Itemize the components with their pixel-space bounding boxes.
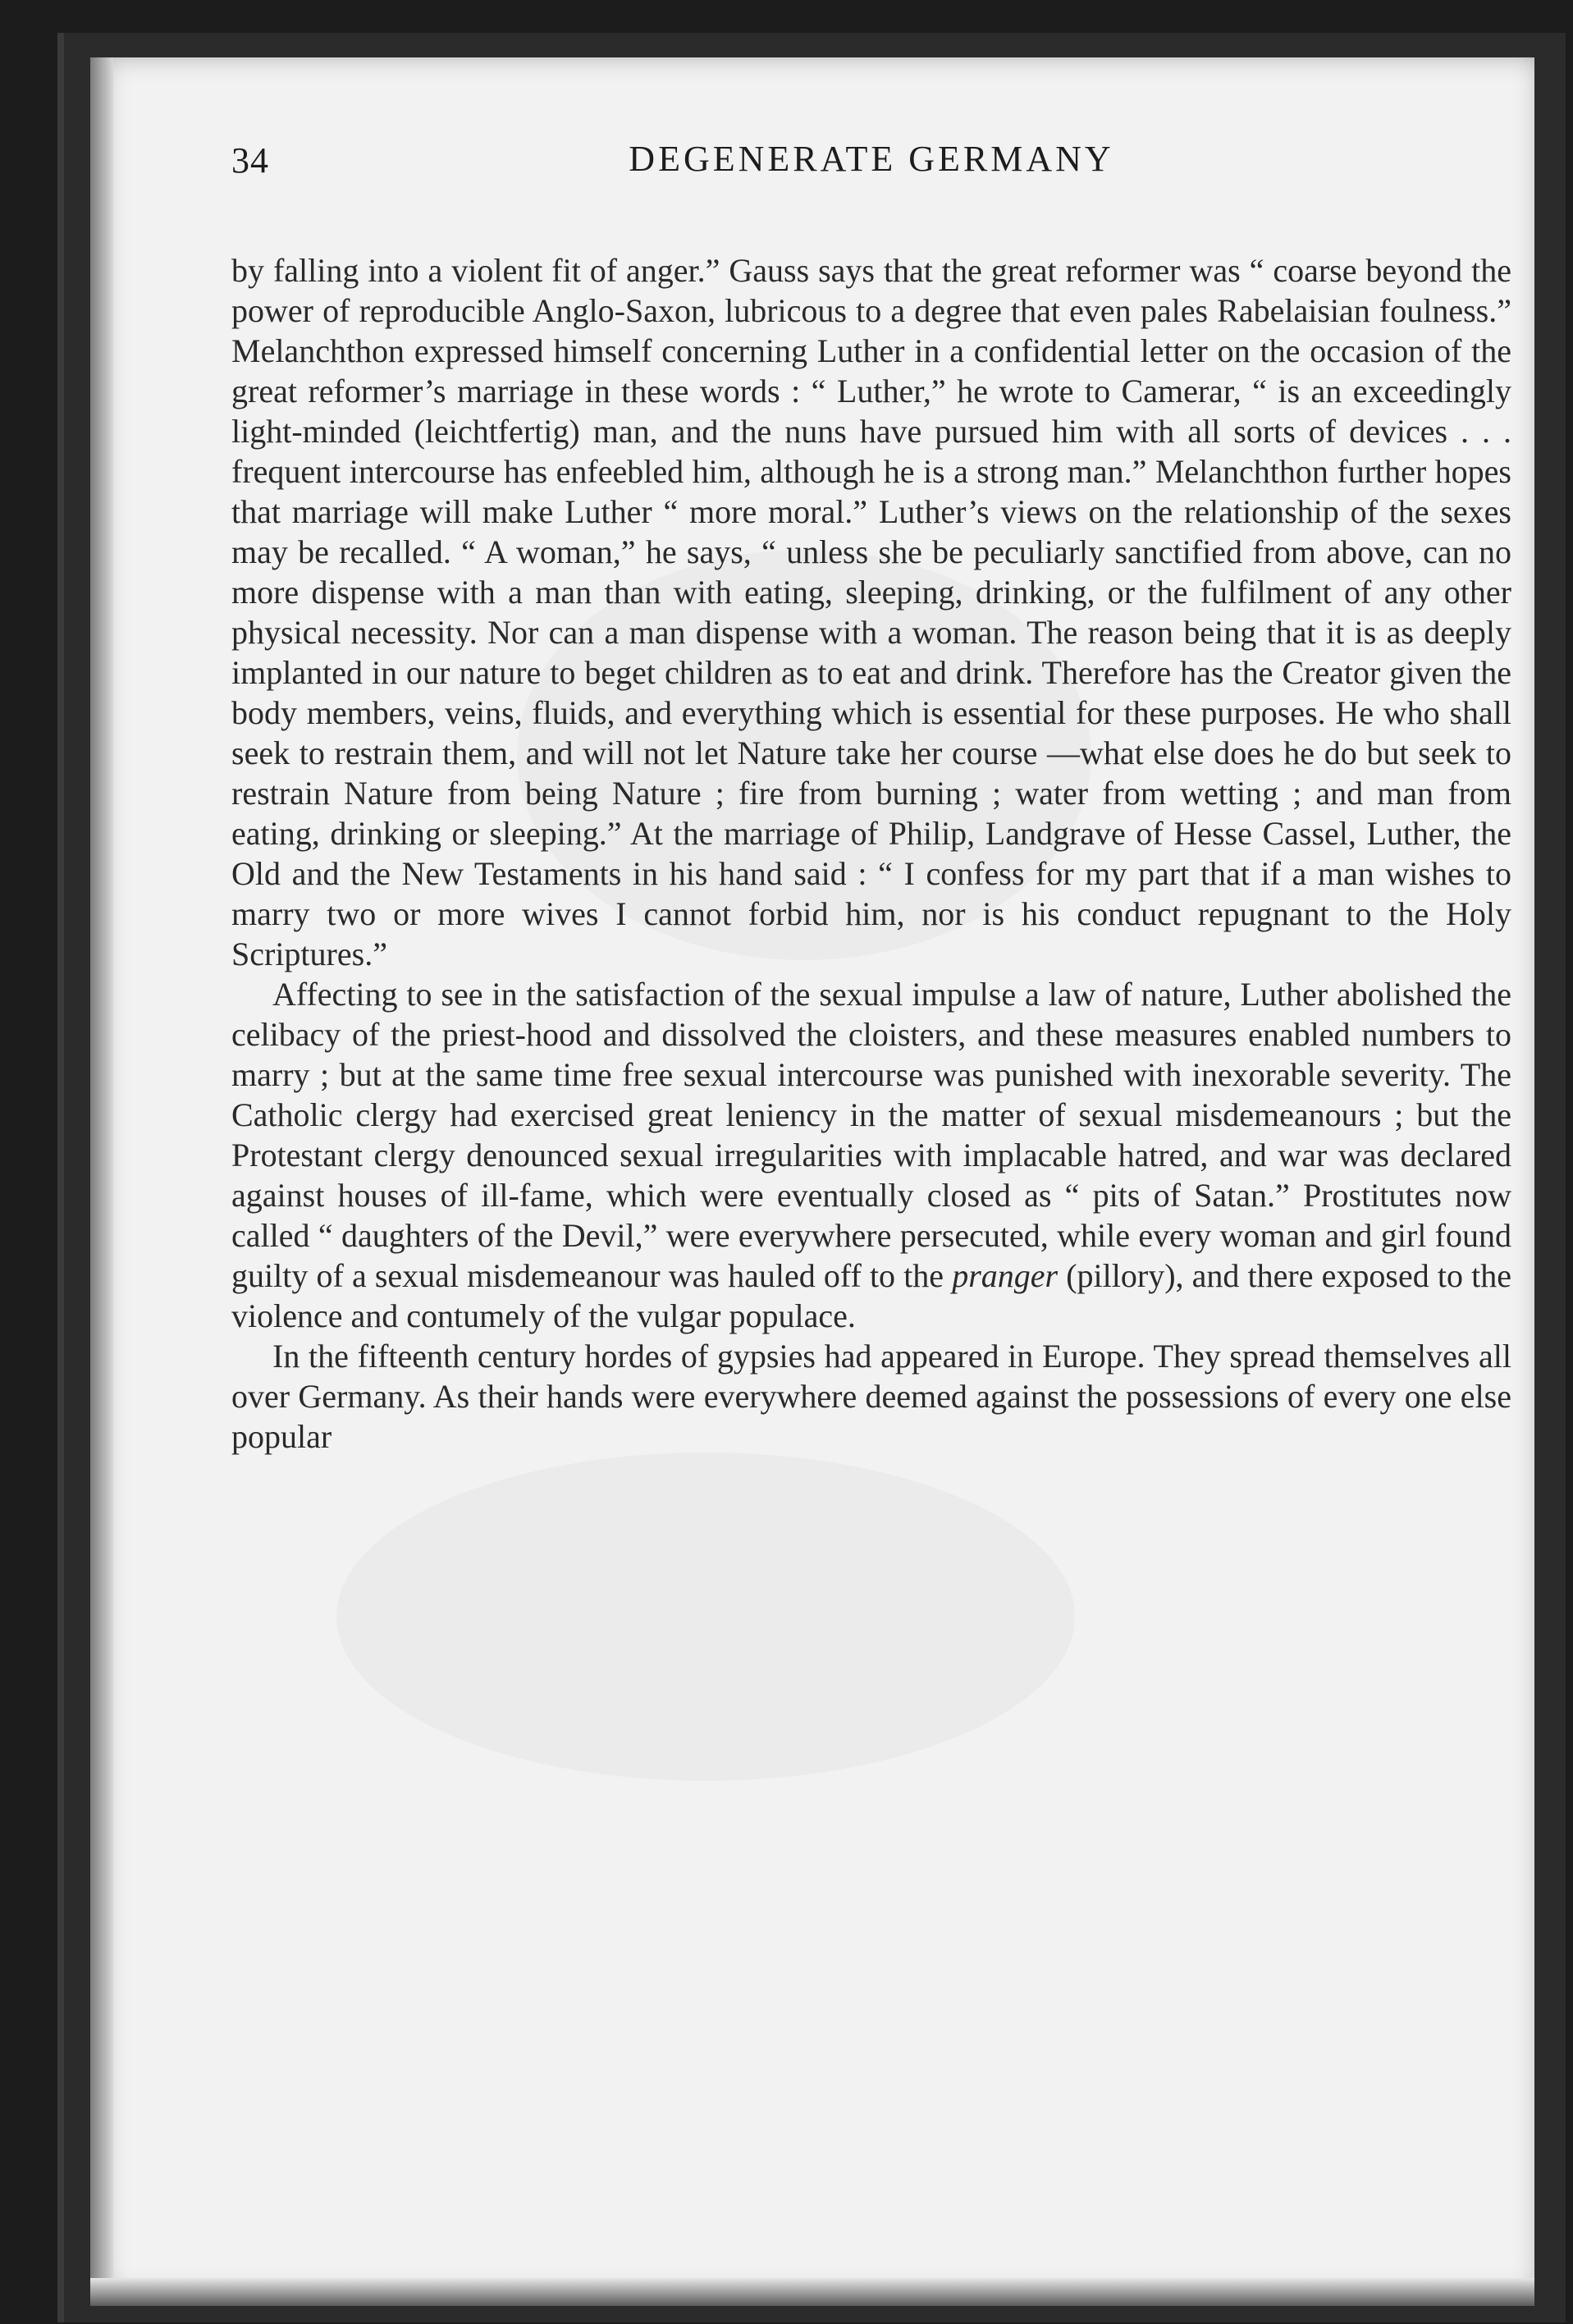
paragraph-text: Affecting to see in the satisfaction of the sexual impulse a law of nature, Luther abolished the celibacy of the priest-hood and dissolved the cloisters, and these measures enabled numbers to marry ; but at the same time free sexual intercourse was punished with inexorable severity. The Catholic clergy had exercised great leniency in the matter of sexual misdemeanours ; but the Protestant clergy denounced sexual irregularities with implacable hatred, and war was declared against houses of ill-fame, which were eventually closed as “ pits of Satan.” Prostitutes now called “ daughters of the Devil,” were everywhere persecuted, while every woman and girl found guilty of a sexual misdemeanour was hauled off to the <box>231 976 1511 1294</box>
page-header <box>231 123 1511 213</box>
body-text <box>231 250 1511 1457</box>
paragraph-text: by falling into a violent fit of anger.” Gauss says that the great reformer was “ coarse beyond the power of reproducible Anglo-Saxon, lubricous to a degree that even pales Rabelaisian foulness.” Melanchthon expressed himself concerning Luther in a confidential letter on the occasion of the great reformer’s marriage in these words : “ Luther,” he wrote to Camerar, “ is an exceedingly light-minded (leichtfertig) man, and the nuns have pursued him with all sorts of devices . . . frequent intercourse has enfeebled him, although he is a strong man.” Melanchthon further hopes that marriage will make Luther “ more moral.” Luther’s views on the relationship of the sexes may be recalled. “ A woman,” he says, “ unless she be peculiarly sanctified from above, can no more dispense with a man than with eating, sleeping, drinking, or the fulfilment of any other physical necessity. Nor can a man dispense with a woman. The reason being that it is as deeply implanted in our nature to beget children as to eat and drink. Therefore has the Creator given the body members, veins, fluids, and everything which is essential for these purposes. He who shall seek to restrain them, and will not let Nature take her course —what else does he do but seek to restrain Nature from being Nature ; fire from burning ; water from wetting ; and man from eating, drinking or sleeping.” At the marriage of Philip, Landgrave of Hesse Cassel, Luther, the Old and the New Testaments in his hand said : “ I confess for my part that if a man wishes to marry two or more wives I cannot forbid him, nor is his conduct repugnant to the Holy Scriptures.” <box>231 252 1511 972</box>
paragraph <box>231 250 1511 974</box>
paper-stain <box>336 1452 1075 1781</box>
page-gutter-shadow <box>90 57 113 2306</box>
paragraph-text: In the fifteenth century hordes of gypsies had appeared in Europe. They spread themselves all over Germany. As their hands were everywhere deemed against the possessions of every one else popular <box>231 1338 1511 1455</box>
paragraph-text: (pillory), and there exposed to the violence and contumely of the vulgar populace. <box>231 1257 1511 1334</box>
page-bottom-edge <box>90 2278 1534 2306</box>
italic-term: pranger <box>952 1257 1059 1294</box>
paragraph <box>231 974 1511 1336</box>
paragraph <box>231 1336 1511 1457</box>
running-head: DEGENERATE GERMANY <box>629 139 1114 179</box>
page-number: 34 <box>231 140 269 181</box>
